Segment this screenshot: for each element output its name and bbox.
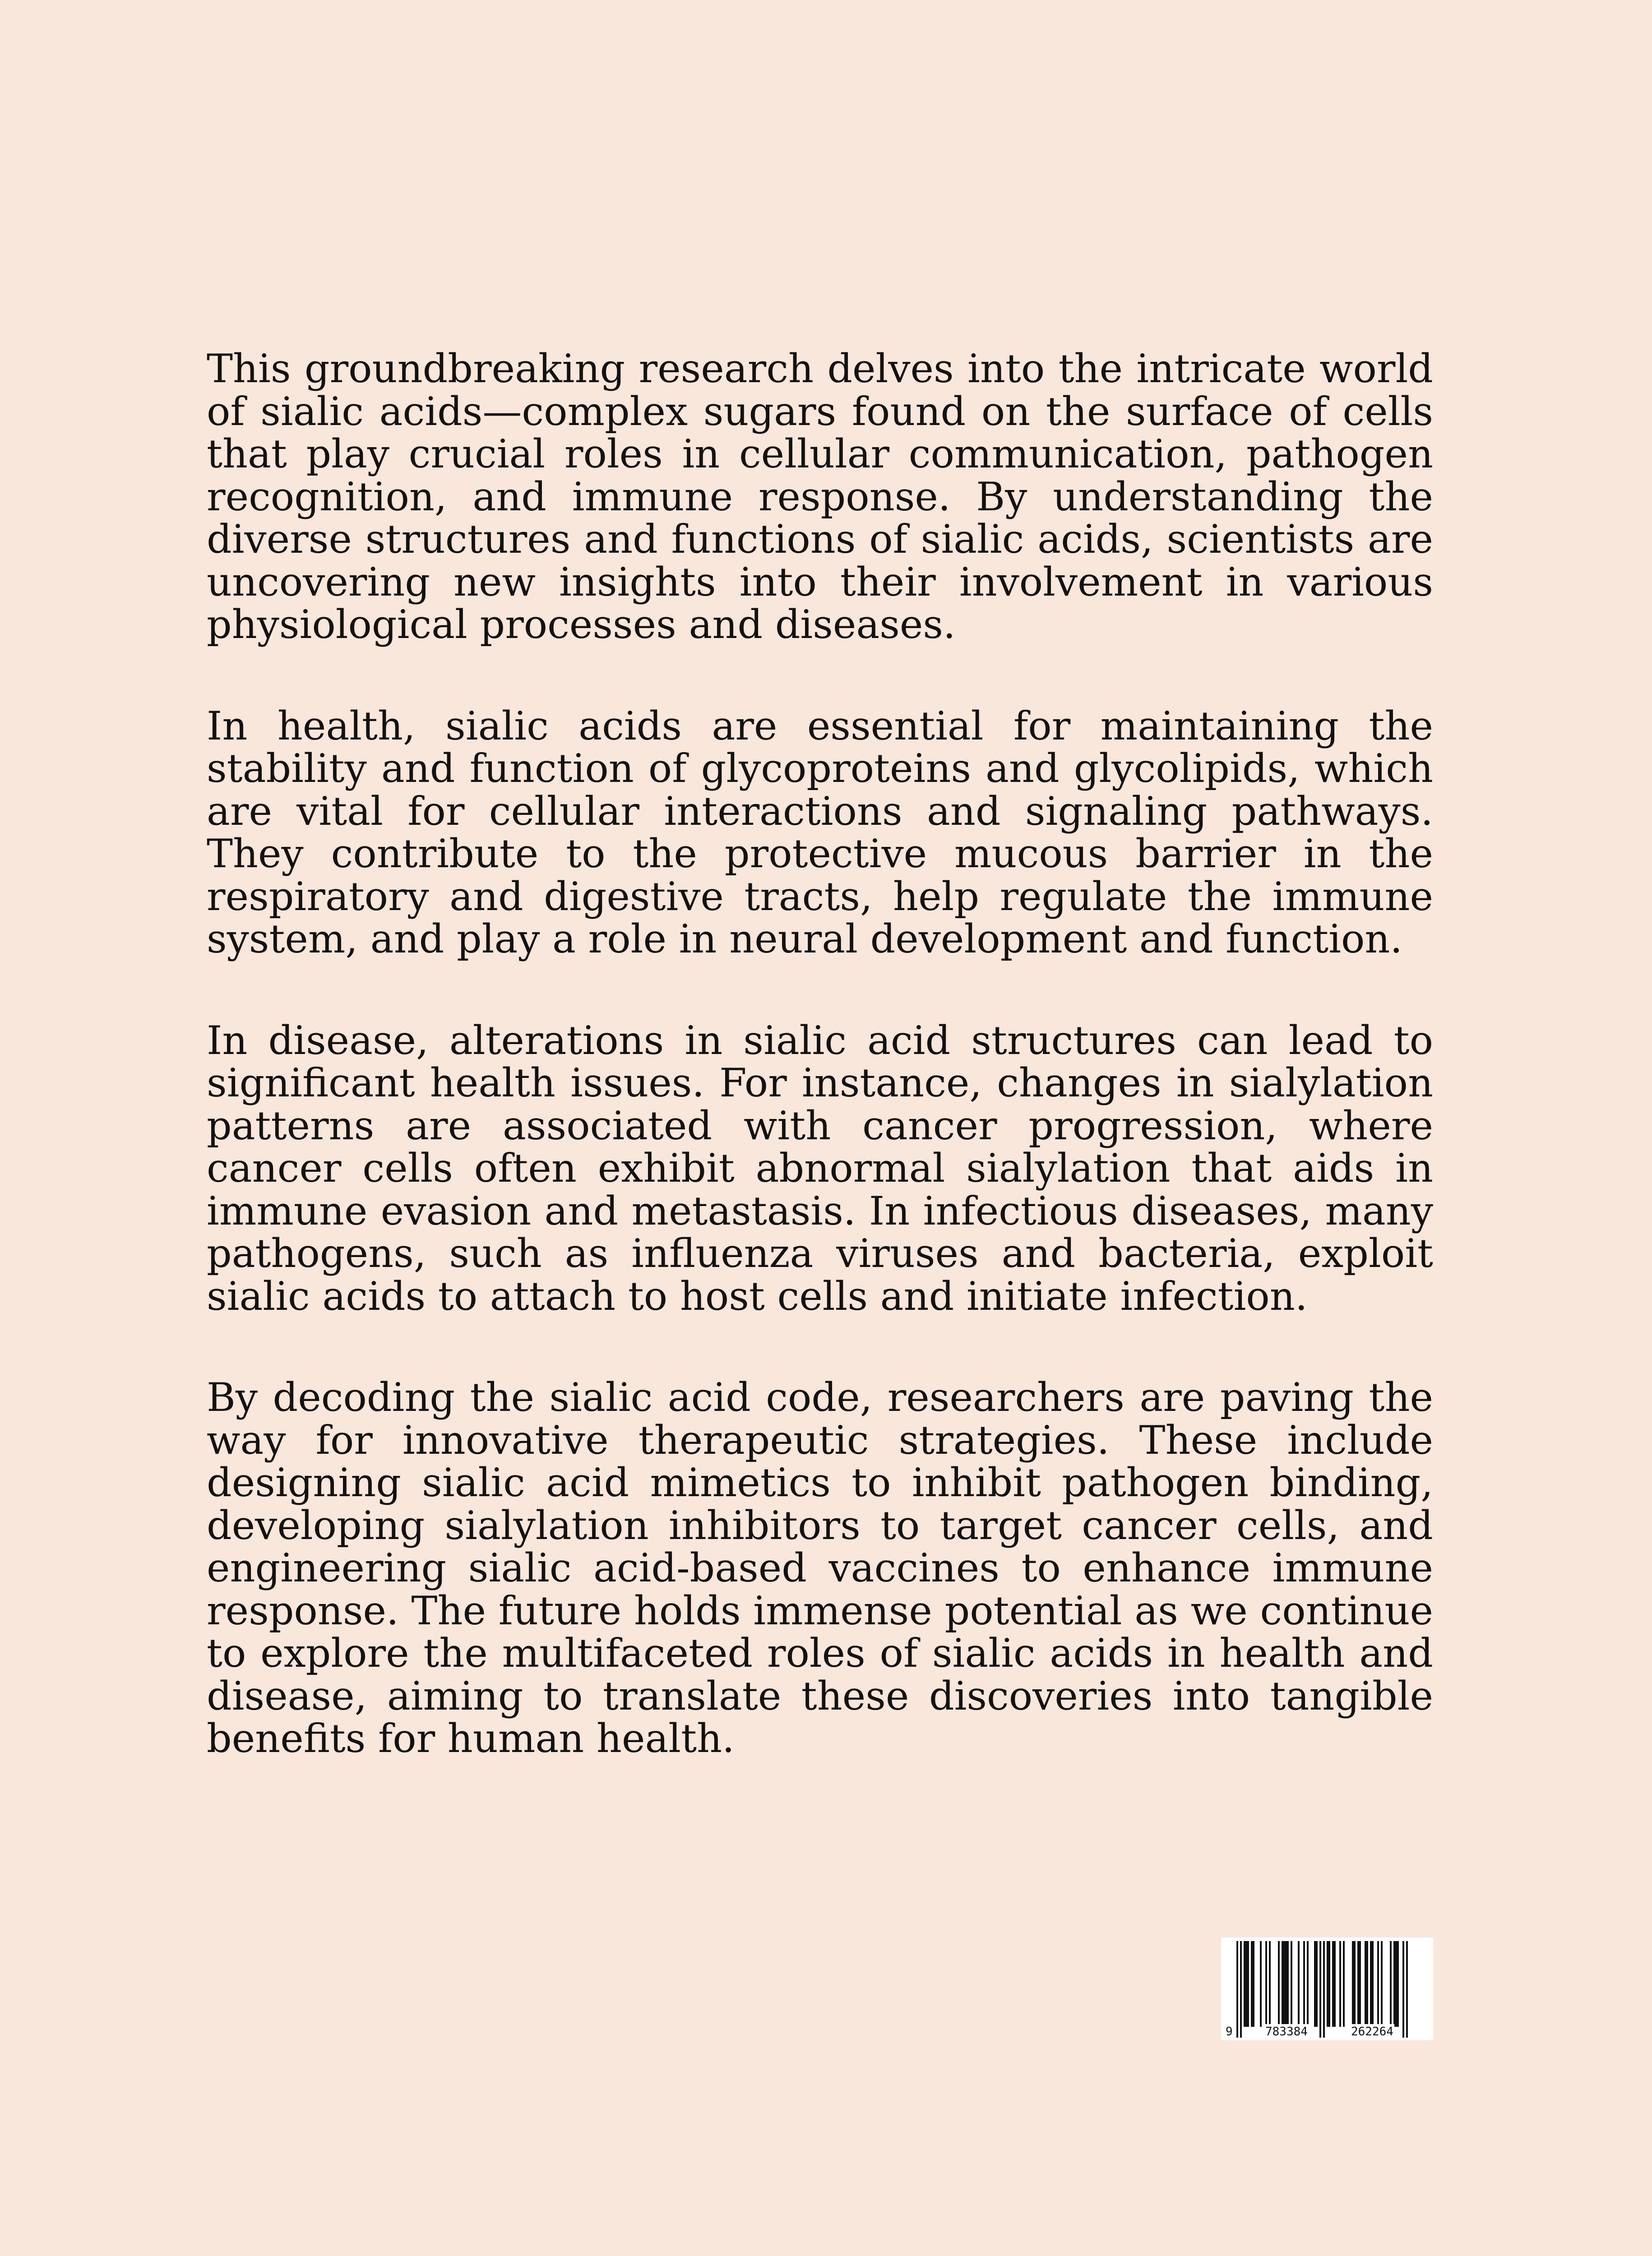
- barcode-bar: [1370, 1941, 1372, 2027]
- barcode-bar: [1244, 1941, 1245, 2027]
- barcode-bar: [1402, 1941, 1404, 2038]
- barcode-bar: [1260, 1941, 1262, 2027]
- barcode-bar: [1328, 1941, 1330, 2027]
- barcode-first-digit: 9: [1226, 2025, 1233, 2039]
- barcode-bar: [1343, 1941, 1345, 2027]
- blurb-paragraph-3: In disease, alterations in sialic acid structures can lead to significant health issues. For instance, changes in sialylation patterns are associated with cancer progression, where cancer cells often exhibit abnormal sialylation that aids in immune evasion and metastasis. In infectious diseases, many pathogens, such as influenza viruses and bacteria, exploit sialic acids to attach to host cells and initiate infection.: [207, 1017, 1433, 1319]
- barcode-bar: [1303, 1941, 1305, 2027]
- barcode-bar: [1377, 1941, 1379, 2027]
- barcode-bar: [1393, 1941, 1395, 2027]
- isbn-barcode: [1221, 1937, 1433, 2040]
- barcode-bar: [1323, 1941, 1325, 2038]
- barcode-bar: [1372, 1941, 1374, 2027]
- barcode-bar: [1365, 1941, 1366, 2027]
- barcode-bar: [1390, 1941, 1392, 2027]
- barcode-bar: [1283, 1941, 1285, 2027]
- barcode-bar: [1265, 1941, 1267, 2027]
- barcode-bar: [1314, 1941, 1316, 2027]
- barcode-bar: [1339, 1941, 1341, 2027]
- barcode-bar: [1359, 1941, 1361, 2027]
- blurb-paragraph-2: In health, sialic acids are essential for maintaining the stability and function of glycoproteins and glycolipids, which are vital for cellular interactions and signaling pathways. They contribute to the protective mucous barrier in the respiratory and digestive tracts, help regulate the immune system, and play a role in neural development and function.: [207, 703, 1433, 962]
- barcode-bar: [1236, 1941, 1238, 2038]
- barcode-bar: [1406, 1941, 1408, 2038]
- blurb-paragraph-1: This groundbreaking research delves into the intricate world of sialic acids—complex sugars found on the surface of cells that play crucial roles in cellular communication, pathogen recognition, and immune response. By understanding the diverse structures and functions of sialic acids, scientists are uncovering new insights into their involvement in various physiological processes and diseases.: [207, 346, 1433, 647]
- barcode-bar: [1381, 1941, 1383, 2027]
- barcode-bar: [1269, 1941, 1271, 2027]
- barcode-bar: [1352, 1941, 1354, 2027]
- barcode-bar: [1247, 1941, 1249, 2027]
- barcode-bar: [1366, 1941, 1368, 2027]
- barcode-bar: [1253, 1941, 1254, 2027]
- barcode-right-digits: 262264: [1351, 2025, 1393, 2039]
- barcode-digits: [1221, 2024, 1433, 2039]
- barcode-bar: [1332, 1941, 1334, 2027]
- barcode-bar: [1278, 1941, 1280, 2027]
- barcode-bar: [1307, 1941, 1309, 2027]
- barcode-left-digits: 783384: [1265, 2025, 1308, 2039]
- barcode-bar: [1354, 1941, 1356, 2027]
- barcode-bar: [1298, 1941, 1300, 2027]
- barcode-bar: [1245, 1941, 1247, 2027]
- barcode-bar: [1319, 1941, 1321, 2038]
- barcode-bar: [1327, 1941, 1328, 2027]
- barcode-bar: [1395, 1941, 1397, 2027]
- blurb-paragraph-4: By decoding the sialic acid code, researchers are paving the way for innovative therapeutic strategies. These include designing sialic acid mimetics to inhibit pathogen binding, developing sialylation inhibitors to target cancer cells, and engineering sialic acid-based vaccines to enhance immune response. The future holds immense potential as we continue to explore the multifaceted roles of sialic acids in health and disease, aiming to translate these discoveries into tangible benefits for human health.: [207, 1374, 1433, 1761]
- back-cover-blurb: [207, 347, 1433, 1760]
- barcode-bar: [1357, 1941, 1359, 2027]
- barcode-bar: [1291, 1941, 1292, 2027]
- barcode-bar: [1251, 1941, 1253, 2027]
- barcode-bar: [1240, 1941, 1242, 2038]
- barcode-bar: [1316, 1941, 1318, 2027]
- barcode-bar: [1397, 1941, 1399, 2027]
- barcode-bar: [1285, 1941, 1287, 2027]
- barcode-bar: [1282, 1941, 1283, 2027]
- barcode-bar: [1334, 1941, 1336, 2027]
- barcode-bar: [1287, 1941, 1289, 2027]
